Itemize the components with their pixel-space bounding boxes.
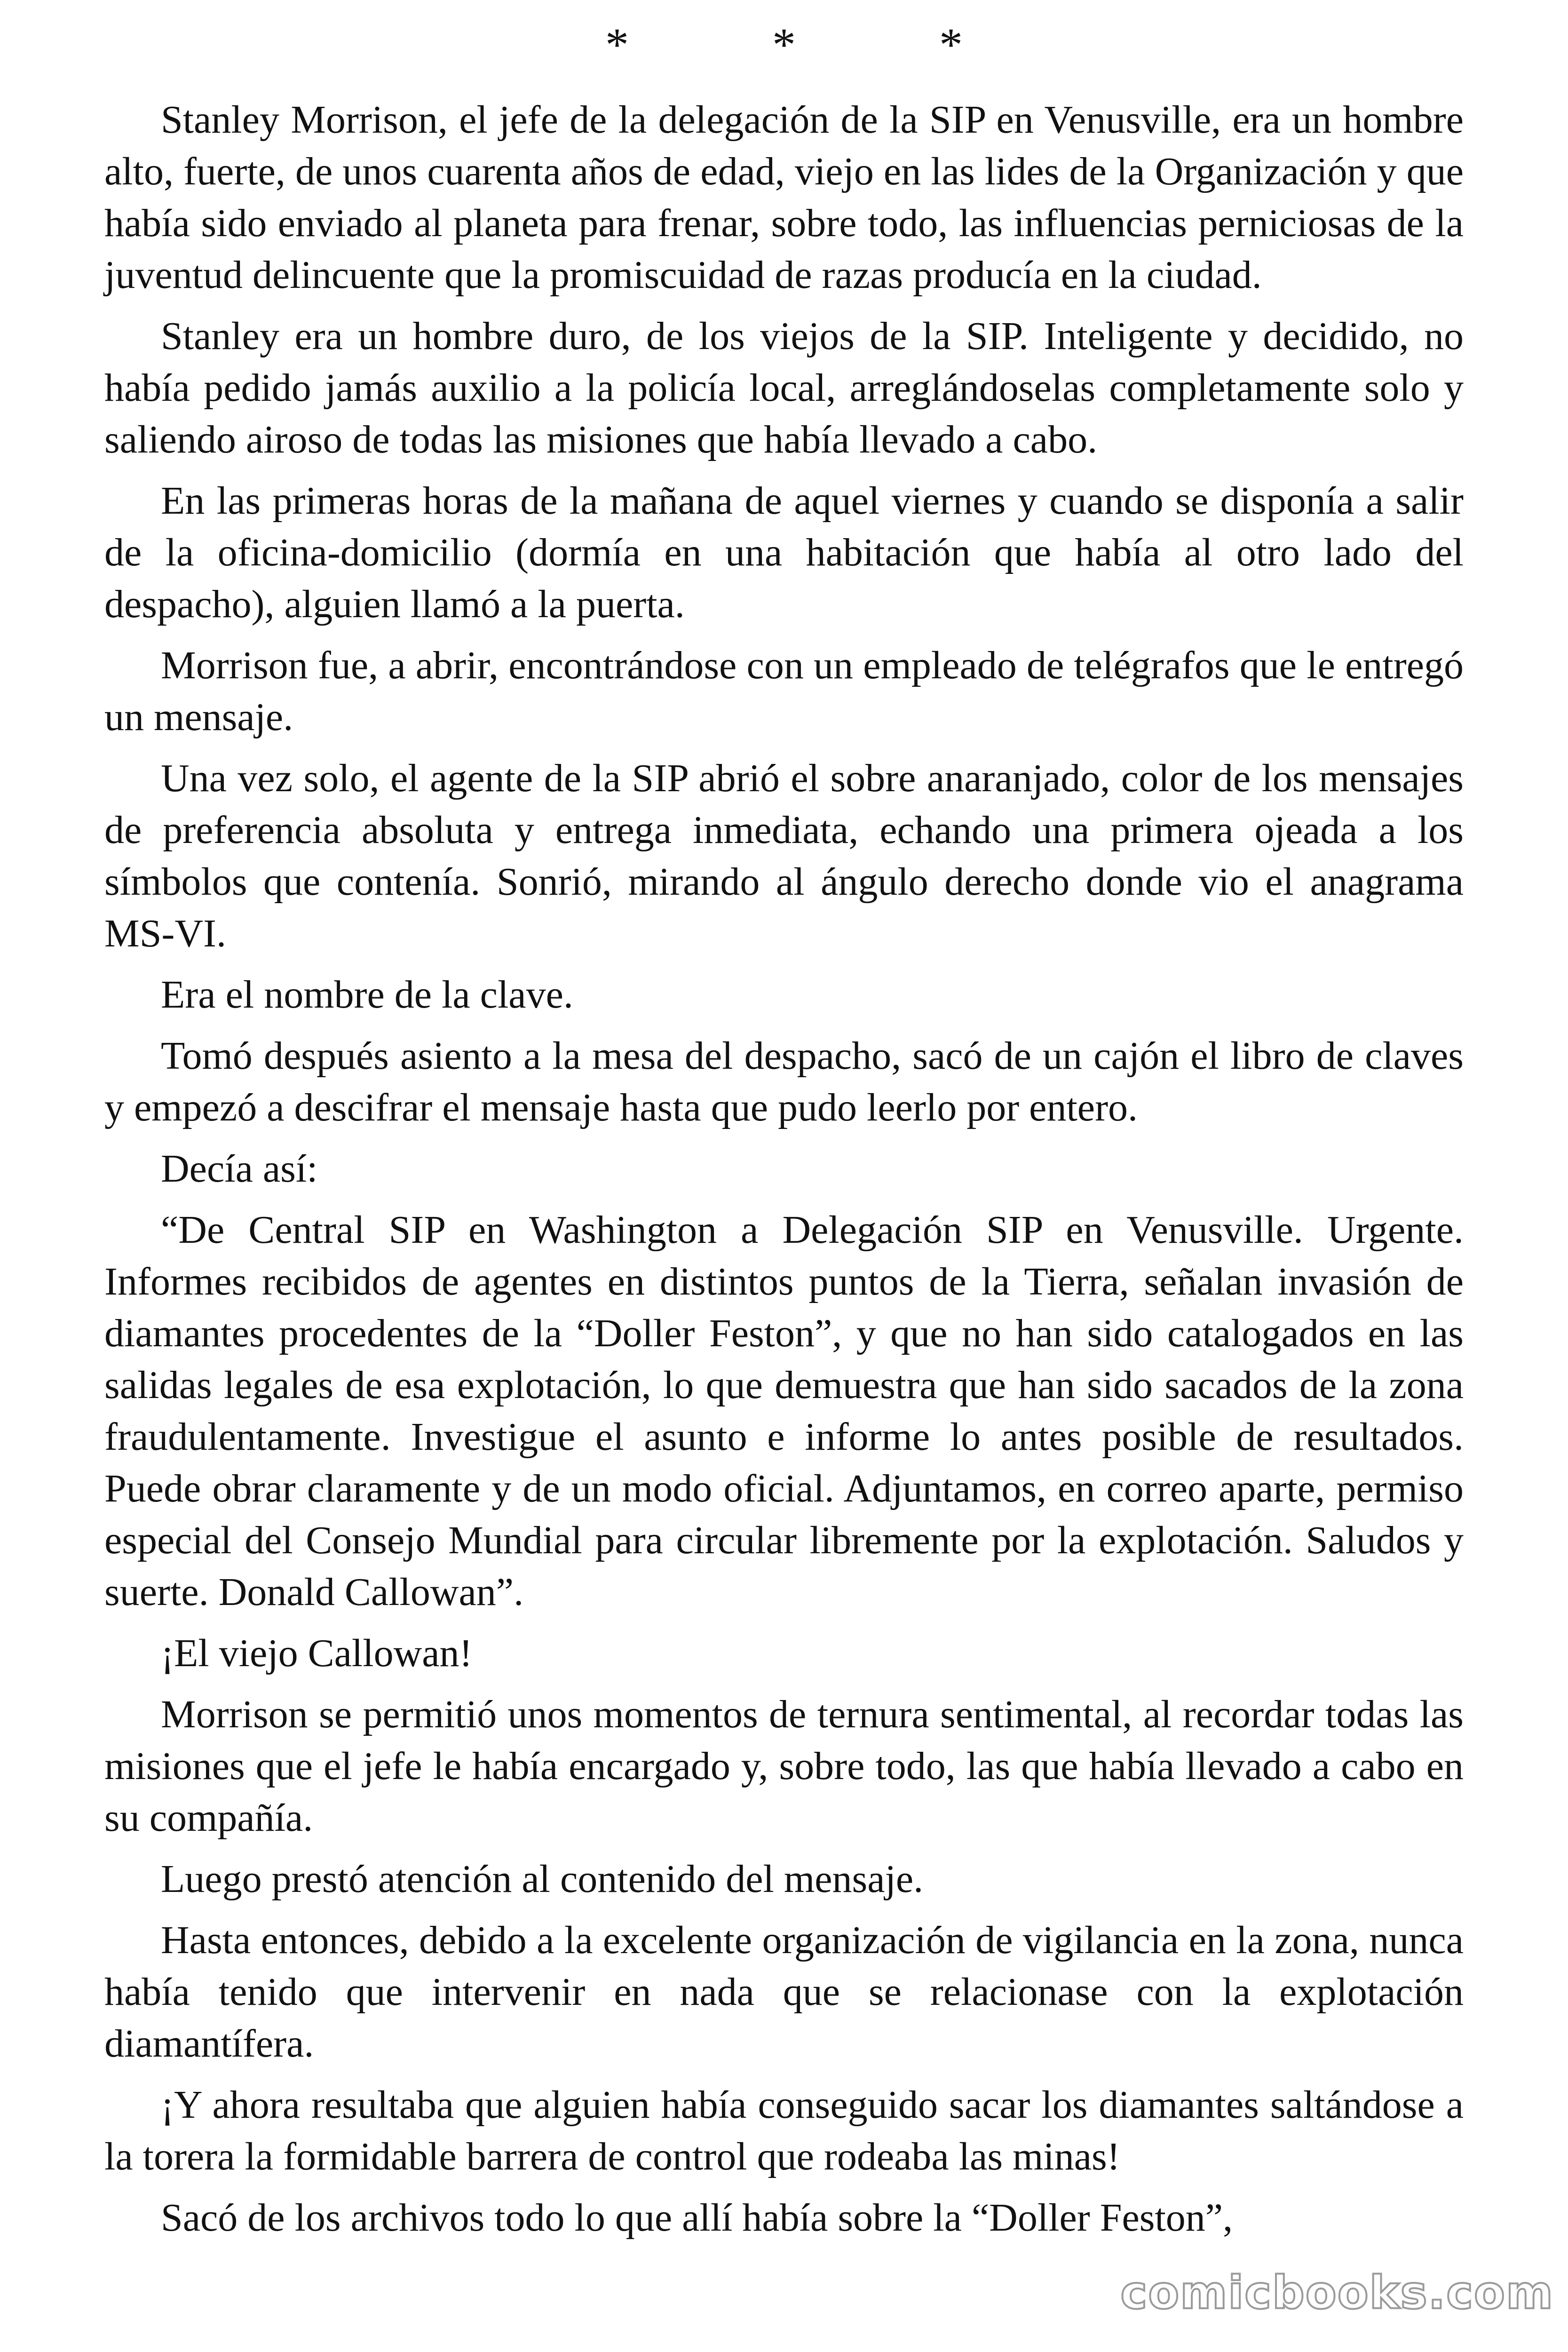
paragraph: Hasta entonces, debido a la excelente organización de vigilancia en la zona, nunca había tenido que intervenir en nada que se relacionase con la explotación diamantífera. [104, 1918, 1464, 2066]
paragraph: Stanley era un hombre duro, de los viejos de la SIP. Inteligente y decidido, no había pedido jamás auxilio a la policía local, arreglándoselas completamente solo y saliendo airoso de todas las misiones que había llevado a cabo. [104, 314, 1464, 461]
paragraph: “De Central SIP en Washington a Delegación SIP en Venusville. Urgente. Informes recibidos de agentes en distintos puntos de la Tierra, señalan invasión de diamantes procedentes de la “Doller Feston”, y que no han sido catalogados en las salidas legales de esa explotación, lo que demuestra que han sido sacados de la zona fraudulentamente. Investigue el asunto e informe lo antes posible de resultados. Puede obrar claramente y de un modo oficial. Adjuntamos, en correo aparte, permiso especial del Consejo Mundial para circular libremente por la explotación. Saludos y suerte. Donald Callowan”. [104, 1208, 1464, 1614]
watermark-logo: comicbooks.com [1120, 2266, 1554, 2319]
paragraph: ¡El viejo Callowan! [161, 1631, 473, 1675]
paragraph: Luego prestó atención al contenido del mensaje. [161, 1857, 924, 1901]
paragraph: Sacó de los archivos todo lo que allí había sobre la “Doller Feston”, [161, 2196, 1233, 2240]
paragraph: Era el nombre de la clave. [161, 973, 573, 1017]
paragraph: Tomó después asiento a la mesa del despacho, sacó de un cajón el libro de claves y empezó a descifrar el mensaje hasta que pudo leerlo por entero. [104, 1034, 1464, 1129]
paragraph: En las primeras horas de la mañana de aquel viernes y cuando se disponía a salir de la oficina-domicilio (dormía en una habitación que había al otro lado del despacho), alguien llamó a la puerta. [104, 479, 1464, 626]
paragraph: Una vez solo, el agente de la SIP abrió el sobre anaranjado, color de los mensajes de preferencia absoluta y entrega inmediata, echando una primera ojeada a los símbolos que contenía. Sonrió, mirando al ángulo derecho donde vio el anagrama MS-VI. [104, 756, 1464, 955]
paragraph: Morrison se permitió unos momentos de ternura sentimental, al recordar todas las misiones que el jefe le había encargado y, sobre todo, las que había llevado a cabo en su compañía. [104, 1692, 1464, 1840]
paragraph: Stanley Morrison, el jefe de la delegación de la SIP en Venusville, era un hombre alto, fuerte, de unos cuarenta años de edad, viejo en las lides de la Organización y que había sido enviado al planeta para frenar, sobre todo, las influencias perniciosas de la juventud delincuente que la promiscuidad de razas producía en la ciudad. [104, 98, 1464, 297]
paragraph: ¡Y ahora resultaba que alguien había conseguido sacar los diamantes saltándose a la torera la formidable barrera de control que rodeaba las minas! [104, 2083, 1464, 2178]
body-text [104, 94, 1464, 2253]
paragraph: Morrison fue, a abrir, encontrándose con un empleado de telégrafos que le entregó un mensaje. [104, 644, 1464, 739]
section-separator: * * * [605, 18, 1029, 71]
paragraph: Decía así: [161, 1147, 318, 1191]
